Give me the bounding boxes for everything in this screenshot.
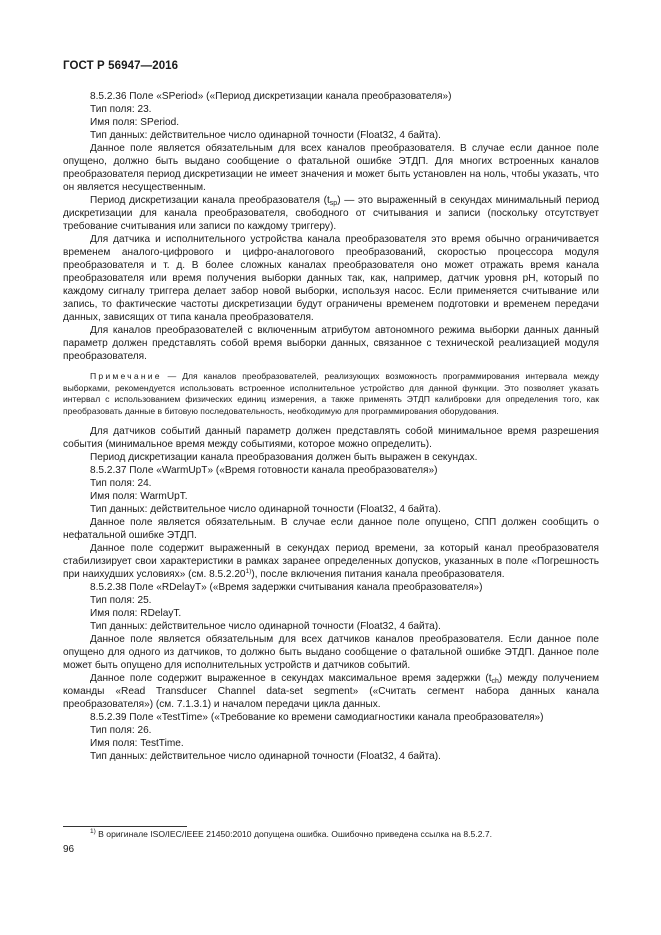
field-data-type: Тип данных: действительное число одинарной точности (Float32, 4 байта). [90,751,441,762]
note-label: Примечание [90,371,162,381]
footnote-marker: 1) [90,828,96,835]
paragraph: Для датчика и исполнительного устройства канала преобразователя это время обычно ограничивается временем аналого-цифрового и цифро-аналогового преобразований, скоростью процессора модуля преобразователя и т. д. В более сложных каналах преобразователя оно может отражать время канала преобразователя или время получения выборки данных так, как, например, датчик уровня pH, который по каждому сигналу триггера делает забор новой выборки, используя насос. Если применяется считывание или запись, то фактические частоты дискретизации будут ограничены временем подготовки и временем передачи данных, зависящих от типа канала преобразователя. [63,234,599,323]
paragraph: Данное поле содержит выраженный в секундах период времени, за который канал преобразователя стабилизирует свои характеристики в рамках заранее определенных допусков, указанных в поле «Погрешность при наихудших условиях» (см. 8.5.2.20$^{1)}$), после включения питания канала преобразователя. [63,543,599,580]
paragraph: Данное поле является обязательным для всех каналов преобразователя. В случае если данное поле опущено, должно быть выдано сообщение о фатальной ошибке ЭТДП. Для многих встроенных каналов преобразователя период дискретизации не имеет значения и может быть установлен на ноль, чтобы указать, что он является несущественным. [63,143,599,193]
field-type-number: Тип поля: 26. [90,725,152,736]
field-data-type: Тип данных: действительное число одинарной точности (Float32, 4 байта). [90,130,441,141]
footnote-divider [63,826,187,827]
document-body [63,90,599,763]
note-paragraph: Примечание — Для каналов преобразователей, реализующих возможность программирования интервала между выборками, рекомендуется использовать встроенное исполнительное устройство для данной функции. Это позволяет указать интервал с использованием физических единиц измерения, а также применять ЭТДП калибровки для определения того, как преобразовать данные в битовую последовательность, необходимую для программирования оборудования. [63,371,599,416]
page-number: 96 [63,844,75,855]
paragraph: Данное поле является обязательным для всех датчиков каналов преобразователя. Если данное поле опущено для одного из датчиков, то должно быть выдано сообщение о фатальной ошибке ЭТДП. Данное поле может быть опущено для исполнительных устройств и датчиков событий. [63,634,599,671]
field-name: Имя поля: WarmUpT. [90,491,188,502]
section-heading-8-5-2-37: 8.5.2.37 Поле «WarmUpT» («Время готовности канала преобразователя») [90,465,438,476]
paragraph: Данное поле содержит выраженное в секундах максимальное время задержки $(t_{ch})$ между получением команды «Read Transducer Channel data-set segment» («Считать сегмент набора данных канала преобразователя») (см. 7.1.3.1) и началом передачи цикла данных. [63,673,600,710]
paragraph: Период дискретизации канала преобразователя $(t_{sp})$ — это выраженный в секундах минимальный период дискретизации для канала преобразователя, свободного от считывания и записи (поскольку отсутствует требование считывания или записи по каждому триггеру). [63,195,599,232]
field-name: Имя поля: SPeriod. [90,117,180,128]
field-type-number: Тип поля: 23. [90,104,152,115]
section-heading-8-5-2-36: 8.5.2.36 Поле «SPeriod» («Период дискретизации канала преобразователя») [90,91,452,102]
field-name: Имя поля: TestTime. [90,738,184,749]
field-type-number: Тип поля: 24. [90,478,152,489]
footnote: $^{1)}$ В оригинале ISO/IEC/IEEE 21450:2010 допущена ошибка. Ошибочно приведена ссылка на 8.5.2.7. [90,828,493,839]
paragraph: Для датчиков событий данный параметр должен представлять собой минимальное время разрешения события (минимальное время между событиями, которое можно определить). [63,426,599,450]
paragraph: Данное поле является обязательным. В случае если данное поле опущено, СПП должен сообщить о нефатальной ошибке ЭТДП. [63,517,599,541]
field-data-type: Тип данных: действительное число одинарной точности (Float32, 4 байта). [90,504,441,515]
footnote-reference: 1) [245,568,252,575]
paragraph: Период дискретизации канала преобразования должен быть выражен в секундах. [90,452,478,463]
section-heading-8-5-2-38: 8.5.2.38 Поле «RDelayT» («Время задержки считывания канала преобразователя») [90,582,483,593]
field-data-type: Тип данных: действительное число одинарной точности (Float32, 4 байта). [90,621,441,632]
section-heading-8-5-2-39: 8.5.2.39 Поле «TestTime» («Требование ко времени самодиагностики канала преобразователя») [90,712,544,723]
field-name: Имя поля: RDelayT. [90,608,182,619]
paragraph: Для каналов преобразователей с включенным атрибутом автономного режима выборки данных данный параметр должен представлять собой время выборки данных, связанное с технической реализацией модуля преобразователя. [63,325,599,362]
document-header: ГОСТ Р 56947—2016 [63,60,179,72]
field-type-number: Тип поля: 25. [90,595,152,606]
